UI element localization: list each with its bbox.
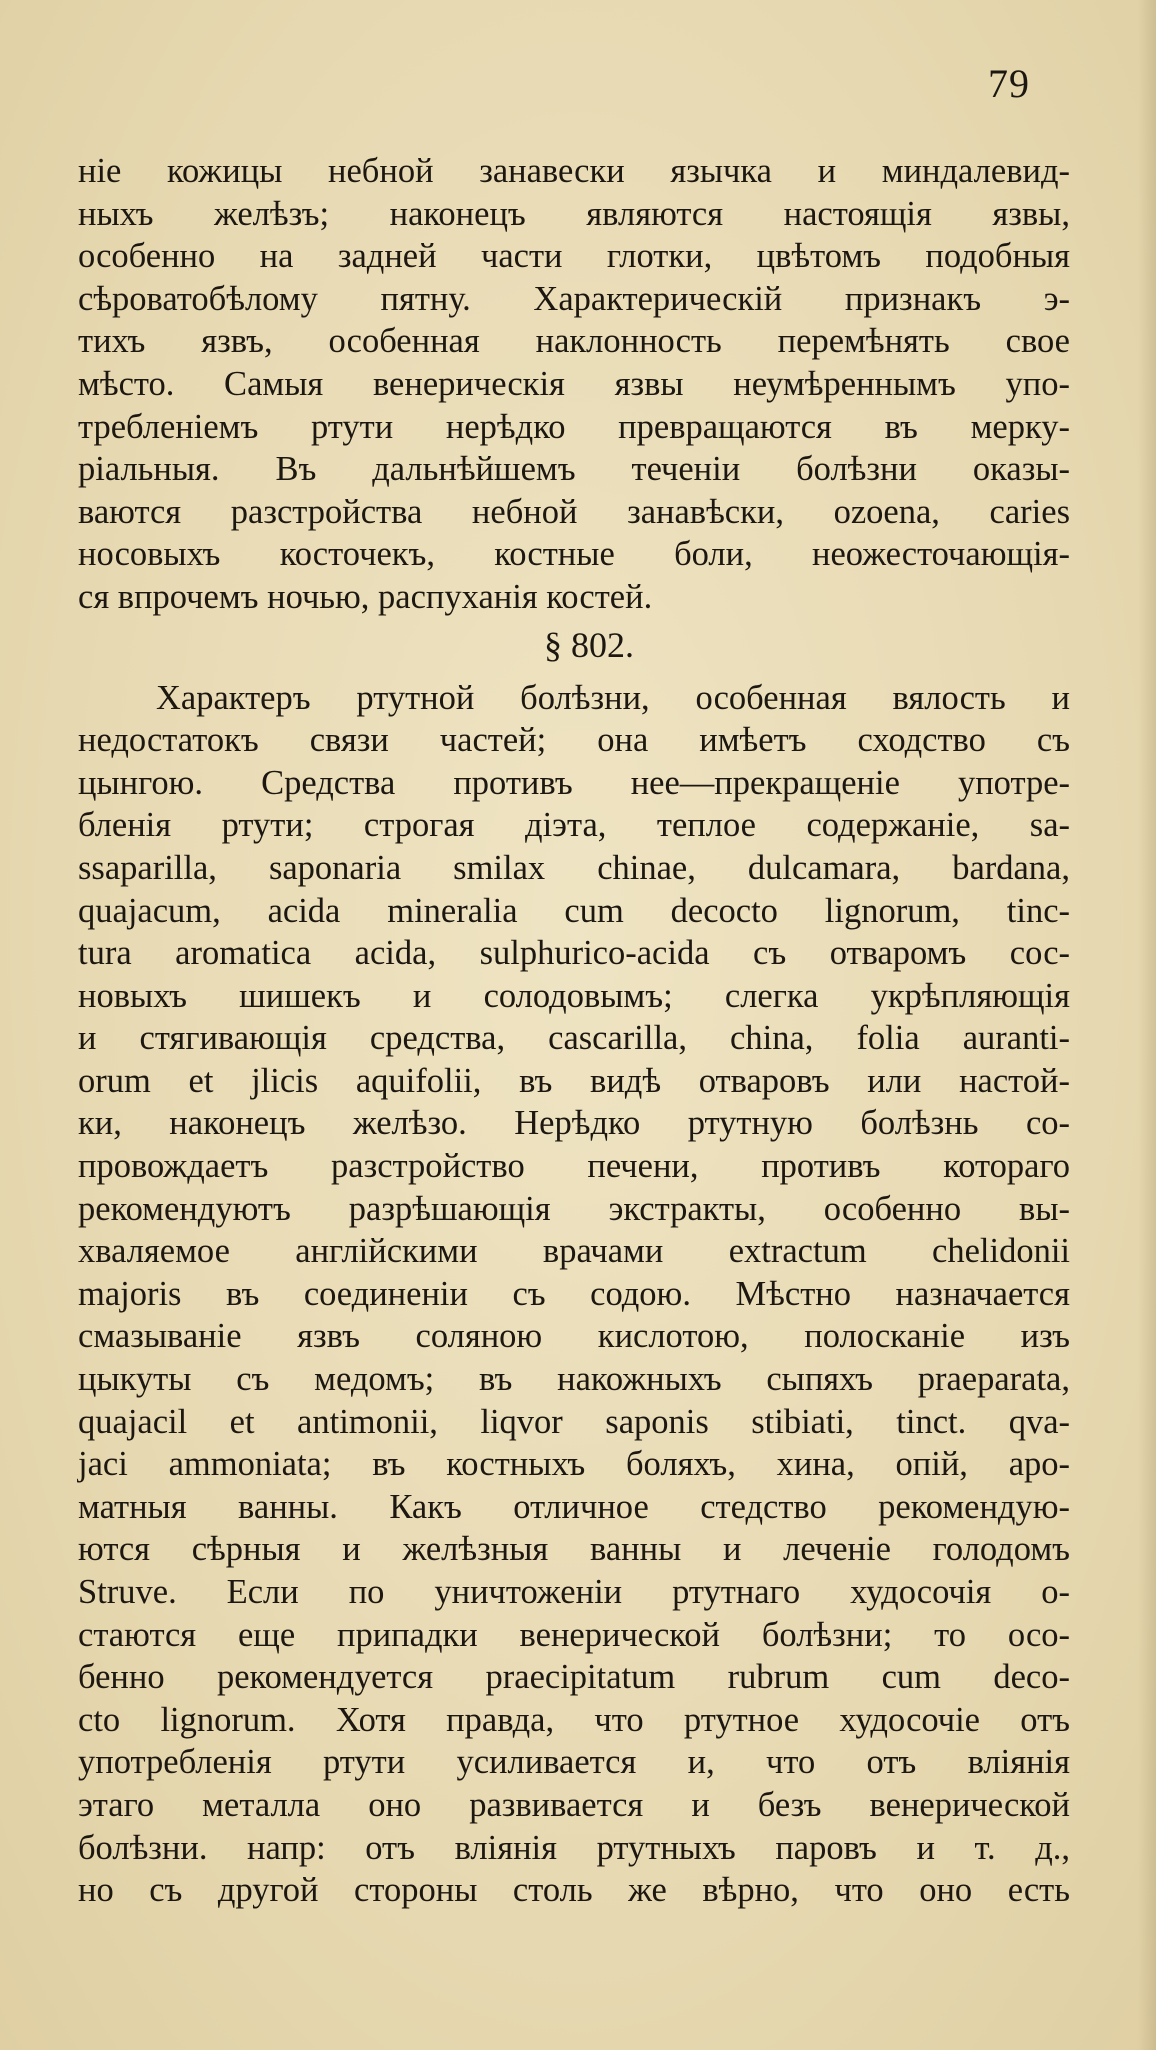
- text-line: новыхъ шишекъ и солодовымъ; слегка укрѣпляющія: [78, 976, 1070, 1015]
- text-line: ются сѣрныя и желѣзныя ванны и леченіе голодомъ: [78, 1530, 1070, 1569]
- text-line: бенно рекомендуется praecipitatum rubrum cum deco-: [78, 1658, 1070, 1697]
- text-line: бленія ртути; строгая діэта, теплое содержаніе, sa-: [78, 806, 1070, 845]
- text-line: болѣзни. напр: отъ вліянія ртутныхъ паровъ и т. д.,: [78, 1828, 1070, 1867]
- text-line: orum et jlicis aquifolii, въ видѣ отваровъ или настой-: [78, 1061, 1070, 1100]
- text-line: Struve. Если по уничтоженіи ртутнаго худосочія о-: [78, 1573, 1070, 1611]
- paragraph-continued: [78, 150, 1070, 619]
- text-line: особенно на задней части глотки, цвѣтомъ подобныя: [78, 237, 1070, 276]
- text-line: цыкуты съ медомъ; въ накожныхъ сыпяхъ praeparata,: [78, 1360, 1070, 1399]
- paragraph-main: [78, 677, 1070, 1912]
- text-line: ваются разстройства небной занавѣски, ozoena, caries: [78, 492, 1070, 531]
- text-line: рекомендуютъ разрѣшающія экстракты, особенно вы-: [78, 1189, 1070, 1228]
- text-block: [78, 150, 1070, 1912]
- page-number: 79: [988, 61, 1030, 106]
- text-line: хваляемое англійскими врачами extractum chelidonii: [78, 1232, 1070, 1271]
- text-line: quajacum, acida mineralia cum decocto lignorum, tinc-: [78, 891, 1070, 930]
- text-line: тихъ язвъ, особенная наклонность перемѣнять свое: [78, 322, 1070, 361]
- text-line: цынгою. Средства противъ нее—прекращеніе употре-: [78, 763, 1070, 802]
- text-line: cto lignorum. Хотя правда, что ртутное худосочіе отъ: [78, 1700, 1070, 1739]
- text-line: ся впрочемъ ночью, распуханія костей.: [78, 577, 653, 616]
- text-line: tura aromatica acida, sulphurico-acida съ отваромъ сос-: [78, 934, 1070, 973]
- page-edge-shadow: [1138, 0, 1156, 2050]
- text-line: ріальныя. Въ дальнѣйшемъ теченіи болѣзни оказы-: [78, 450, 1070, 489]
- text-line: но съ другой стороны столь же вѣрно, что оно есть: [78, 1871, 1070, 1910]
- text-line: majoris въ соединеніи съ содою. Мѣстно назначается: [78, 1274, 1070, 1313]
- text-line: ніе кожицы небной занавески язычка и миндалевид-: [78, 152, 1070, 190]
- text-line: jaci ammoniata; въ костныхъ боляхъ, хина, опій, аро-: [78, 1445, 1070, 1484]
- text-line: недостатокъ связи частей; она имѣетъ сходство съ: [78, 721, 1070, 760]
- text-line: матныя ванны. Какъ отличное стедство рекомендую-: [78, 1487, 1070, 1526]
- text-line: носовыхъ косточекъ, костные боли, неожесточающія-: [78, 535, 1070, 574]
- text-line: провождаетъ разстройство печени, противъ котораго: [78, 1147, 1070, 1186]
- text-line: ныхъ желѣзъ; наконецъ являются настоящія язвы,: [78, 194, 1070, 233]
- section-heading: § 802.: [544, 624, 634, 665]
- text-line: употребленія ртути усиливается и, что отъ вліянія: [78, 1743, 1070, 1782]
- text-line: этаго металла оно развивается и безъ венерической: [78, 1785, 1070, 1824]
- text-line: сѣроватобѣлому пятну. Характерическій признакъ э-: [78, 279, 1070, 318]
- text-line: смазываніе язвъ соляною кислотою, полосканіе изъ: [78, 1317, 1070, 1356]
- text-line: ки, наконецъ желѣзо. Нерѣдко ртутную болѣзнь со-: [78, 1104, 1070, 1143]
- text-line: стаются еще припадки венерической болѣзни; то осо-: [78, 1615, 1070, 1654]
- text-line: и стягивающія средства, cascarilla, china, folia auranti-: [78, 1019, 1070, 1058]
- text-line: ssaparilla, saponaria smilax chinae, dulcamara, bardana,: [78, 848, 1070, 887]
- text-line: мѣсто. Самыя венерическія язвы неумѣреннымъ упо-: [78, 364, 1070, 403]
- text-line: Характеръ ртутной болѣзни, особенная вялость и: [156, 678, 1070, 717]
- text-line: требленіемъ ртути нерѣдко превращаются въ мерку-: [78, 407, 1070, 446]
- text-line: quajacil et antimonii, liqvor saponis stibiati, tinct. qva-: [78, 1402, 1070, 1441]
